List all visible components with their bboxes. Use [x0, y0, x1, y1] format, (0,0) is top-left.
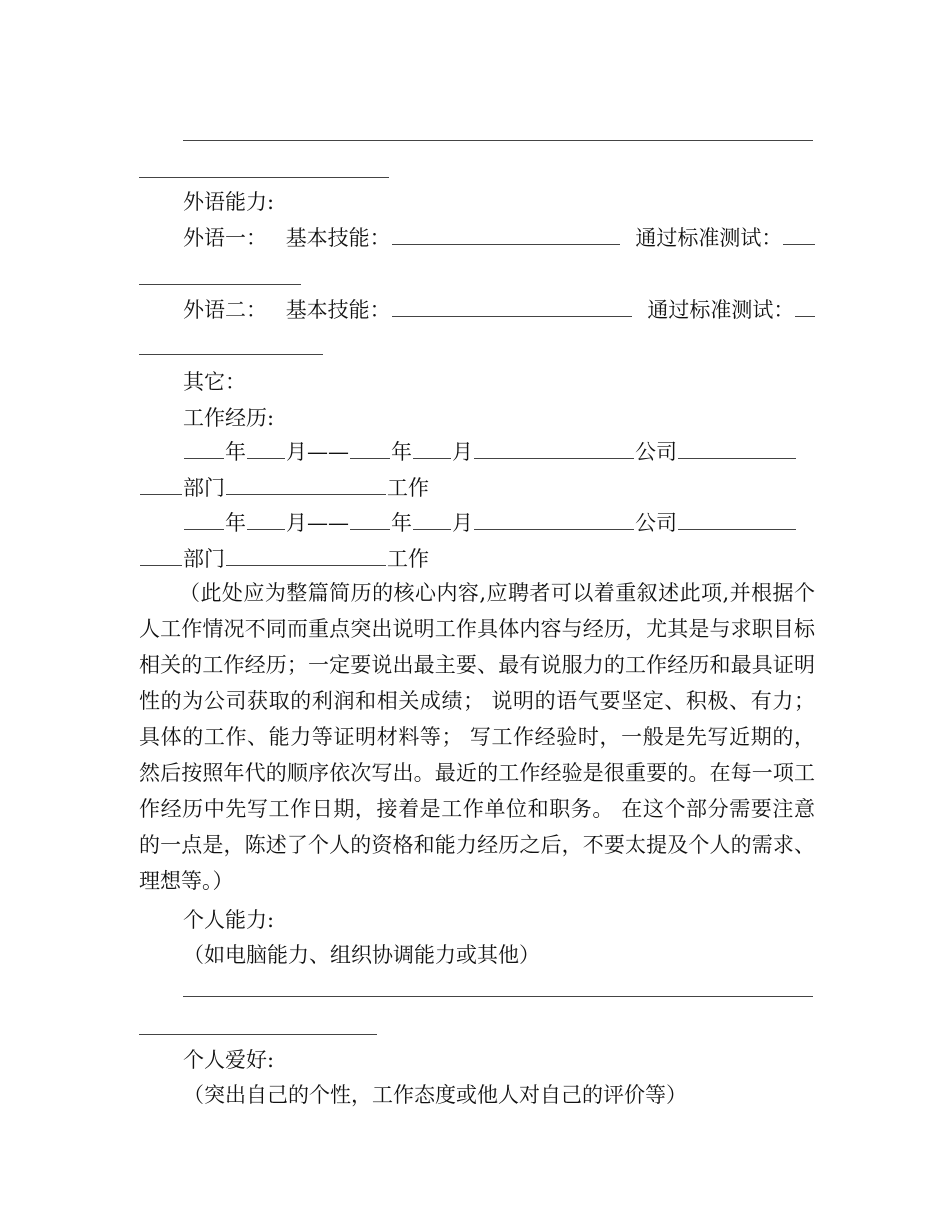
- work-entry-1-row-1: [183, 438, 797, 466]
- work-entry-2-row-2: [139, 545, 429, 573]
- lang1-label: 外语一：: [183, 226, 267, 250]
- end-month-blank[interactable]: [413, 509, 451, 530]
- month-label: 月: [286, 511, 307, 535]
- position-blank[interactable]: [226, 545, 386, 566]
- month-label: 月: [286, 440, 307, 464]
- fill-line[interactable]: [139, 354, 323, 355]
- start-month-blank[interactable]: [247, 438, 285, 459]
- work-entry-1-row-2: [139, 474, 429, 502]
- work-label: 工作: [387, 476, 429, 500]
- personal-ability-heading: 个人能力:: [183, 908, 275, 932]
- end-month-blank[interactable]: [413, 438, 451, 459]
- work-label: 工作: [387, 547, 429, 571]
- company-label: 公司: [635, 440, 677, 464]
- test-blank[interactable]: [783, 224, 815, 245]
- year-label: 年: [391, 511, 412, 535]
- month-label: 月: [452, 440, 473, 464]
- start-month-blank[interactable]: [247, 509, 285, 530]
- basic-skill-label: 基本技能：: [285, 226, 391, 250]
- end-year-blank[interactable]: [350, 509, 390, 530]
- hobbies-note: （突出自己的个性，工作态度或他人对自己的评价等）: [183, 1083, 687, 1107]
- work-experience-note: （此处应为整篇简历的核心内容,应聘者可以着重叙述此项,并根据个人工作情况不同而重点突出说明工作具体内容与经历，尤其是与求职目标相关的工作经历；一定要说出最主要、最有说服力的工作经历和最具证明性的为公司获取的利润和相关成绩； 说明的语气要坚定、积极、有力； 具体的工作、能力等证明材料等； 写工作经验时，一般是先写近期的，然后按照年代的顺序依次写出。最近的工作经验是很重要的。在每一项工作经历中先写工作日期，接着是工作单位和职务。 在这个部分需要注意的一点是，陈述了个人的资格和能力经历之后，不要太提及个人的需求、理想等。）: [139, 581, 815, 893]
- start-year-blank[interactable]: [184, 509, 224, 530]
- year-label: 年: [391, 440, 412, 464]
- test-label: 通过标准测试：: [635, 226, 783, 250]
- start-year-blank[interactable]: [184, 438, 224, 459]
- fill-line[interactable]: [139, 177, 389, 178]
- range-dash: ——: [307, 511, 349, 535]
- work-experience-heading: 工作经历:: [183, 406, 275, 430]
- fill-line[interactable]: [139, 1034, 377, 1035]
- fill-line[interactable]: [183, 140, 813, 141]
- fill-line[interactable]: [139, 284, 301, 285]
- work-entry-2-row-1: [183, 509, 797, 537]
- end-year-blank[interactable]: [350, 438, 390, 459]
- hobbies-heading: 个人爱好:: [183, 1048, 275, 1072]
- month-label: 月: [452, 511, 473, 535]
- department-lead-blank[interactable]: [140, 474, 182, 495]
- test-label: 通过标准测试：: [647, 298, 795, 322]
- test-blank[interactable]: [795, 296, 815, 317]
- personal-ability-note: （如电脑能力、组织协调能力或其他）: [183, 943, 540, 967]
- fill-line[interactable]: [183, 996, 813, 997]
- company-trailing-blank[interactable]: [678, 438, 796, 459]
- company-trailing-blank[interactable]: [678, 509, 796, 530]
- department-label: 部门: [183, 476, 225, 500]
- basic-skill-label: 基本技能：: [285, 298, 391, 322]
- basic-skill-blank[interactable]: [392, 296, 632, 317]
- department-label: 部门: [183, 547, 225, 571]
- basic-skill-blank[interactable]: [392, 224, 620, 245]
- company-label: 公司: [635, 511, 677, 535]
- year-label: 年: [225, 511, 246, 535]
- year-label: 年: [225, 440, 246, 464]
- company-blank[interactable]: [474, 438, 634, 459]
- lang2-label: 外语二：: [183, 298, 267, 322]
- foreign-language-1-row: [183, 224, 816, 252]
- other-heading: 其它：: [183, 370, 246, 394]
- position-blank[interactable]: [226, 474, 386, 495]
- foreign-language-2-row: [183, 296, 816, 324]
- foreign-language-heading: 外语能力:: [183, 190, 275, 214]
- department-lead-blank[interactable]: [140, 545, 182, 566]
- range-dash: ——: [307, 440, 349, 464]
- company-blank[interactable]: [474, 509, 634, 530]
